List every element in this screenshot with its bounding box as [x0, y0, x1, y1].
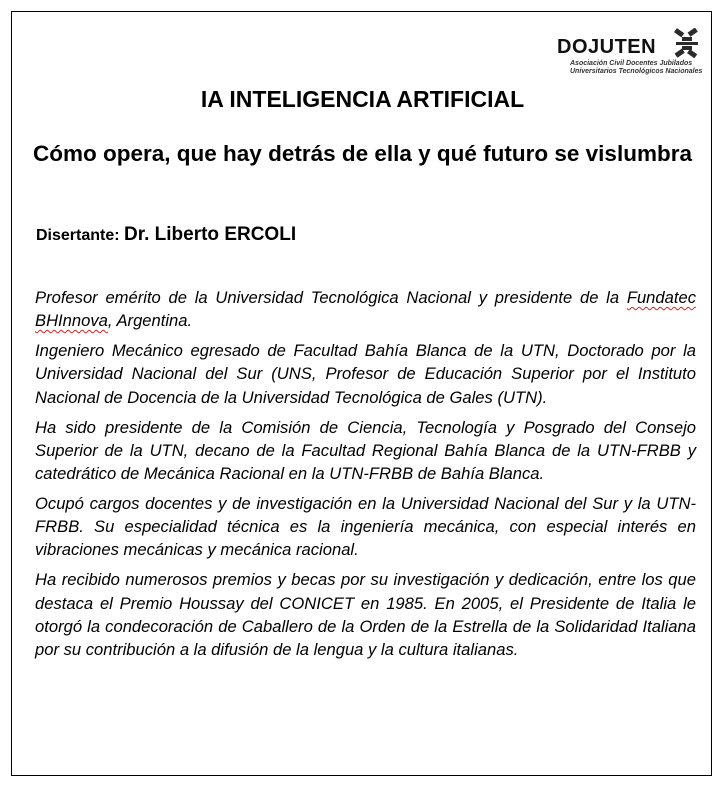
bio-p1-start: Profesor emérito de la Universidad Tecnológica Nacional y presidente de la [35, 288, 627, 307]
bio-p1-end: , Argentina. [107, 311, 193, 331]
spellcheck-flagged-term: Fundatec BHInnova [35, 288, 696, 331]
speaker-label: Disertante: [36, 227, 120, 244]
speaker-bio [35, 286, 696, 668]
bio-paragraph-4: Ocupó cargos docentes y de investigación en la Universidad Nacional del Sur y la UTN-FRBB. Su especialidad técnica es la ingeniería mecánica, con especial interés en vibraciones mecánicas y mecánica racional. [35, 494, 696, 560]
page-title: IA INTELIGENCIA ARTIFICIAL [200, 86, 525, 112]
bio-paragraph-2: Ingeniero Mecánico egresado de Facultad Bahía Blanca de la UTN, Doctorado por la Universidad Nacional del Sur (UNS, Profesor de Educación Superior por el Instituto Nacional de Docencia de la Universidad Tecnológica de Gales (UTN). [35, 341, 696, 407]
bio-paragraph-3: Ha sido presidente de la Comisión de Ciencia, Tecnología y Posgrado del Consejo Superior de la UTN, decano de la Facultad Regional Bahía Blanca de la UTN-FRBB y catedrático de Mecánica Racional en la UTN-FRBB de Bahía Blanca. [35, 417, 696, 484]
bio-paragraph-1 [35, 286, 696, 332]
speaker-name: Dr. Liberto ERCOLI [124, 224, 297, 245]
dojuten-logo [557, 27, 707, 79]
dojuten-logo-mark-icon [673, 28, 701, 58]
bio-paragraph-5: Ha recibido numerosos premios y becas por su investigación y dedicación, entre los que destaca el Premio Houssay del CONICET en 1985. En 2005, el Presidente de Italia le otorgó la condecoración de Caballero de la Orden de la Estrella de la Solidaridad Italiana por su contribución a la difusión de la lengua y la cultura italianas. [35, 570, 696, 660]
logo-tagline-1: Asociación Civil Docentes Jubilados [570, 60, 693, 67]
logo-tagline-2: Universitarios Tecnológicos Nacionales [570, 68, 703, 75]
speaker-line [36, 224, 296, 246]
logo-wordmark: DOJUTEN [557, 36, 657, 58]
page-subtitle: Cómo opera, que hay detrás de ella y qué futuro se vislumbra [33, 141, 692, 166]
